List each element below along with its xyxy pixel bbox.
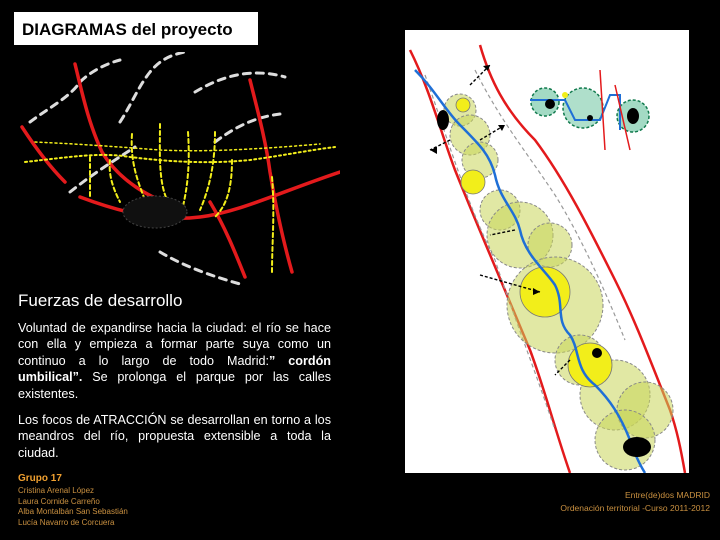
street-dashed-5 (195, 73, 285, 92)
node-black (623, 437, 651, 457)
page-title: DIAGRAMAS del proyecto (22, 20, 233, 39)
development-forces-diagram (10, 52, 340, 287)
arrow-yellow-6 (200, 132, 215, 210)
node-black (587, 115, 593, 121)
member-name: Lucía Navarro de Corcuera (18, 518, 115, 528)
node-black (437, 110, 449, 130)
arrow-yellow-5 (182, 132, 189, 210)
street-dashed-4 (160, 252, 240, 284)
focus-zone (123, 196, 187, 228)
group-label: Grupo 17 (18, 473, 62, 484)
road-red-1 (22, 127, 65, 182)
paragraph-text-1: Voluntad de expandirse hacia la ciudad: el río se hace con ella y empieza a formar parte suya como un continuo a lo largo de todo Madrid: (18, 321, 331, 368)
park-line-yellow-2 (35, 142, 320, 151)
footer-course: Ordenación territorial -Curso 2011-2012 (560, 503, 710, 513)
node-black (592, 348, 602, 358)
street-dashed-2 (120, 52, 185, 122)
member-name: Alba Montalbán San Sebastián (18, 507, 128, 517)
attraction-focus (456, 98, 470, 112)
arrow-yellow-7 (215, 160, 232, 217)
river-corridor-map (405, 30, 689, 473)
paragraph-text-2: Se prolonga el parque por las calles existentes. (18, 370, 331, 401)
river-corridor-panel (405, 30, 689, 473)
paragraph-focos: Los focos de ATRACCIÓN se desarrollan en torno a los meandros del río, propuesta extensible a toda la ciudad. (18, 413, 331, 460)
road-red-4 (250, 80, 292, 272)
paragraph-cordon (18, 320, 331, 402)
member-name: Laura Cornide Carreño (18, 496, 100, 506)
node-black (627, 108, 639, 124)
node-black (545, 99, 555, 109)
street-dashed-6 (215, 114, 280, 142)
attraction-focus (520, 267, 570, 317)
road-red-5 (210, 202, 245, 277)
arrow-yellow-4 (160, 124, 168, 202)
paragraph-bold: ” cordón umbilical”. (18, 353, 331, 385)
members-list (18, 486, 128, 529)
member-name: Cristina Arenal López (18, 486, 95, 495)
section-heading: Fuerzas de desarrollo (18, 291, 183, 310)
arrow-yellow-8 (272, 177, 273, 272)
road-red-3 (80, 172, 340, 218)
attraction-focus (562, 92, 568, 98)
hatched-focus (531, 88, 559, 116)
attraction-focus (461, 170, 485, 194)
arrowhead-black (430, 147, 437, 154)
footer-project: Entre(de)dos MADRID (624, 490, 710, 500)
park-line-yellow (25, 147, 335, 162)
